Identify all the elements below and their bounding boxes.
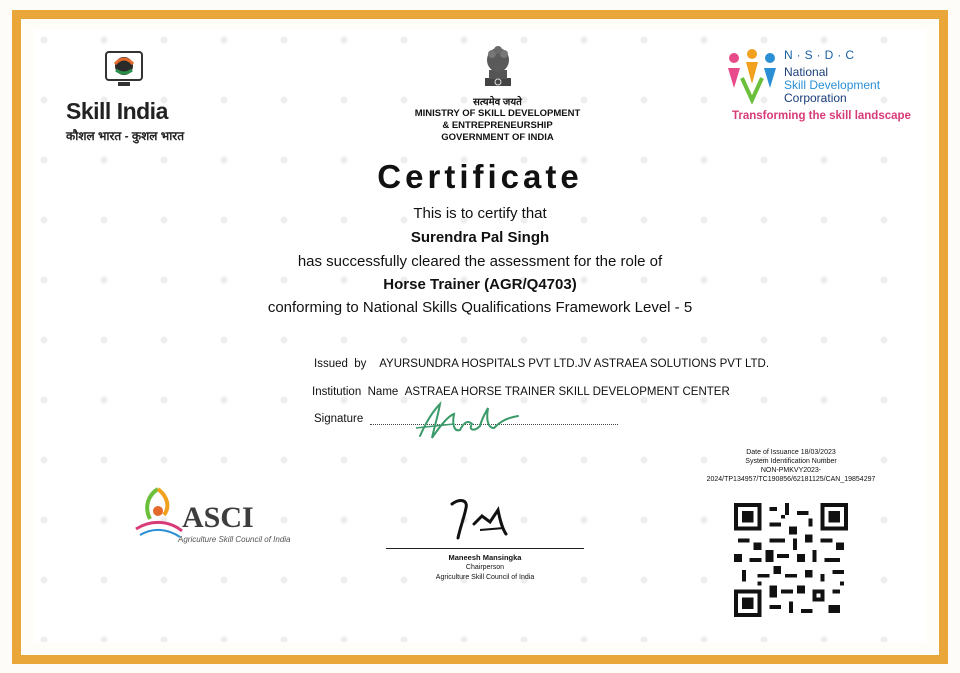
cleared-assessment-text: has successfully cleared the assessment for the role of bbox=[297, 253, 663, 270]
government-header bbox=[405, 40, 590, 144]
date-of-issuance: Date of Issuance 18/03/2023 bbox=[746, 449, 836, 456]
signature-label: Signature bbox=[314, 413, 364, 425]
issuance-meta bbox=[686, 448, 896, 484]
asci-logo bbox=[130, 485, 300, 555]
assessor-signature bbox=[414, 398, 524, 444]
ministry-line-1: MINISTRY OF SKILL DEVELOPMENT bbox=[414, 108, 581, 119]
institution-label: Institution Name bbox=[312, 386, 399, 398]
institution-row bbox=[312, 386, 730, 398]
chairperson-signature bbox=[446, 494, 516, 544]
chairperson-signature-line bbox=[386, 548, 584, 549]
nsqf-level-text: conforming to National Skills Qualifications Framework Level - 5 bbox=[267, 299, 693, 316]
chairperson-title: Chairperson bbox=[465, 564, 505, 571]
ministry-line-2: & ENTREPRENEURSHIP bbox=[442, 120, 553, 131]
nsdc-tagline: Transforming the skill landscape bbox=[732, 110, 911, 122]
skill-india-tagline: कौशल भारत - कुशल भारत bbox=[66, 129, 185, 143]
certify-intro: This is to certify that bbox=[413, 205, 547, 222]
system-id-value: NON-PMKVY2023-2024/TP134957/TC190856/62181125/CAN_19854297 bbox=[706, 467, 876, 483]
system-id-label: System Identification Number bbox=[745, 458, 837, 465]
issued-by-label: Issued by bbox=[314, 358, 367, 370]
skill-india-name: Skill India bbox=[66, 98, 168, 124]
institution-value: ASTRAEA HORSE TRAINER SKILL DEVELOPMENT CENTER bbox=[404, 386, 730, 398]
chairperson-organization: Agriculture Skill Council of India bbox=[435, 574, 535, 581]
recipient-name: Surendra Pal Singh bbox=[410, 229, 550, 246]
nsdc-fullname: National Skill Development Corporation bbox=[784, 65, 881, 105]
skill-india-logo bbox=[62, 48, 187, 148]
chairperson-name: Maneesh Mansingka bbox=[448, 553, 522, 562]
asci-subtitle: Agriculture Skill Council of India bbox=[178, 535, 291, 544]
certificate-title: Certificate bbox=[377, 158, 583, 195]
skill-india-icon bbox=[104, 50, 144, 90]
asci-name: ASCI bbox=[182, 501, 254, 534]
nsdc-letters: N·S·D·C bbox=[784, 48, 858, 62]
national-emblem-icon bbox=[479, 40, 517, 92]
ministry-line-3: GOVERNMENT OF INDIA bbox=[441, 132, 554, 143]
issued-by-row bbox=[314, 358, 769, 370]
chairperson-block bbox=[386, 553, 584, 583]
verification-qr-code bbox=[734, 503, 848, 617]
national-motto: सत्यमेव जयते bbox=[473, 97, 522, 108]
issued-by-value: AYURSUNDRA HOSPITALS PVT LTD.JV ASTRAEA SOLUTIONS PVT LTD. bbox=[379, 358, 770, 370]
job-role: Horse Trainer (AGR/Q4703) bbox=[383, 276, 577, 293]
nsdc-people-icon bbox=[724, 48, 780, 104]
nsdc-logo bbox=[722, 46, 922, 136]
